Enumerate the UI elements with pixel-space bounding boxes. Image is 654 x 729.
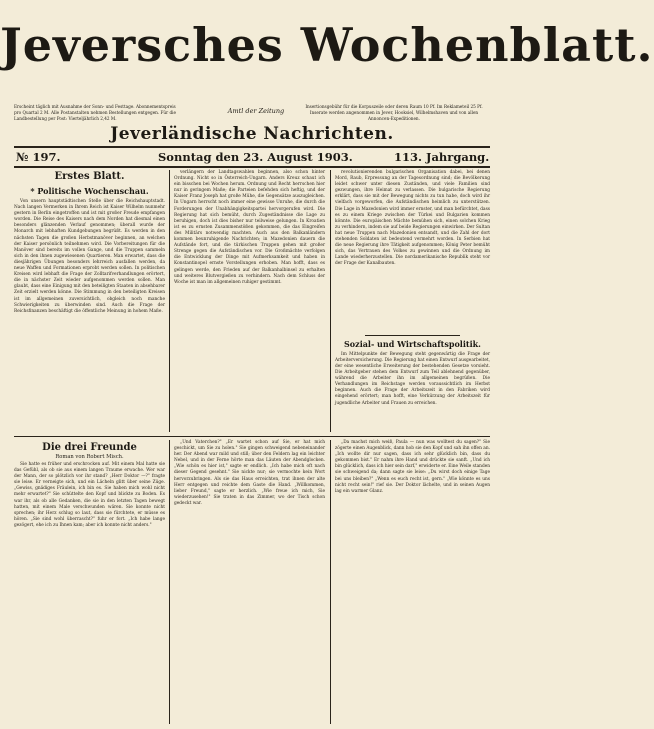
issue-number: № 197. <box>16 150 61 164</box>
sozial-text: Im Mittelpunkte der Bewegung steht gegenwärtig die Frage der Arbeiterversicherung. Die Regierung hat einen Entwurf ausgearbeitet, der eine wesentliche Erweiterung der bestehenden Gesetze vorsieht. Die Arbeitgeber stehen dem Entwurf zum Teil ablehnend gegenüber, während die Arbeiter ihn im allgemeinen begrüßen. Die Verhandlungen im Reichstage werden voraussichtlich im Herbst beginnen. Auch die Frage der Arbeitszeit in den Fabriken wird eingehend erörtert; man hofft, eine Verkürzung der Arbeitszeit für jugendliche Arbeiter und Frauen zu erreichen. <box>335 351 490 406</box>
novel-text-2: „Und Vaterchen?" „Er wartet schon auf Sie, er hat mich geschickt, um Sie zu holen." Sie gingen schweigend nebeneinander her. Der Abend war mild und still; über den Feldern lag ein leichter Nebel, und in der Ferne hörte man das Läuten der Abendglocken. „Wie schön es hier ist," sagte er endlich. „Ich habe mich oft nach dieser Gegend gesehnt." Sie nickte nur; sie vermochte kein Wort hervorzubringen. Als sie das Haus erreichten, trat ihnen der alte Herr entgegen und reichte dem Gaste die Hand. „Willkommen, lieber Freund," sagte er herzlich. „Wie freue ich mich, Sie wiederzusehen!" Sie traten in das Zimmer, wo der Tisch schon gedeckt war. <box>174 440 325 506</box>
column-divider-4 <box>330 440 331 724</box>
column-divider-2 <box>330 170 331 432</box>
issue-year: 113. Jahrgang. <box>394 150 490 164</box>
column-1-top <box>14 170 165 432</box>
feuilleton-rule <box>14 436 490 437</box>
sozial-heading: Sozial- und Wirtschaftspolitik. <box>344 338 481 349</box>
column-divider-1 <box>169 170 170 432</box>
column-3-text: revolutionierenden bulgarischen Organisation dabei, bei denen Mord, Raub, Erpressung an der Tagesordnung sind; die Bevölkerung leidet schwer unter diesen Zuständen, und viele Familien sind gezwungen, ihre Heimat zu verlassen. Die bulgarische Regierung erklärt, dass sie mit der Bewegung nichts zu tun habe, doch wird ihr vielfach vorgeworfen, die Aufständischen heimlich zu unterstützen. Die Lage in Mazedonien wird immer ernster, und man befürchtet, dass es zu einem Kriege zwischen der Türkei und Bulgarien kommen könnte. Die europäischen Mächte bemühen sich, einen solchen Krieg zu verhindern, indem sie auf beide Regierungen einwirken. Der Sultan hat neue Truppen nach Mazedonien entsandt, und die Zahl der dort stehenden Soldaten ist bedeutend vermehrt worden. In Serbien hat die neue Regierung ihre Tätigkeit aufgenommen; König Peter bemüht sich, das Vertrauen des Volkes zu gewinnen und die Ordnung im Lande wiederherzustellen. Die nordamerikanische Republik steht vor der Frage der Kanalbauten. <box>335 170 490 267</box>
column-1-bottom <box>14 440 165 724</box>
column-2-top <box>174 170 325 432</box>
erstes-blatt-heading: Erstes Blatt. <box>54 171 125 182</box>
column-3-top <box>335 170 490 432</box>
insertion-info: Insertionsgebühr für die Korpuszeile oder deren Raum 10 Pf. Im Reklameteil 25 Pf. Inserate werden angenommen in Jever, Hooksiel, Wilhelmshaven und von allen Annoncen-Expeditionen. <box>305 104 483 121</box>
drei-freunde-byline: Roman von Robert Misch. <box>55 454 124 460</box>
rule-issue <box>14 166 490 168</box>
subtitle: Jeverländische Nachrichten. <box>110 124 394 144</box>
novel-text-1: Sie hatte es früher und erschrocken auf. Mit einem Mal hatte sie das Gefühl, als ob sie aus einem langen Traume erwache. Wer war der Mann, der so plötzlich vor ihr stand? „Herr Doktor —?" fragte sie leise. Er verneigte sich, und ein Lächeln glitt über seine Züge. „Gewiss, gnädiges Fräulein, ich bin es. Sie haben mich wohl nicht mehr erwartet?" Sie schüttelte den Kopf und blickte zu Boden. Es war ihr, als ob alle Gedanken, die sie in den letzten Tagen bewegt hatten, mit einem Male verschwunden wären. Sie konnte nicht sprechen; ihr Herz schlug so laut, dass sie fürchtete, er müsse es hören. „Sie sind wohl überrascht?" fuhr er fort. „Ich habe lange gezögert, ehe ich zu Ihnen kam; aber ich konnte nicht anders." <box>14 462 165 528</box>
drei-freunde-title: Die drei Freunde <box>42 442 137 453</box>
issue-date: Sonntag den 23. August 1903. <box>158 150 353 164</box>
novel-text-3: „Da machst mich weiß, Paula — nun was wolltest du sagen?" Sie zögerte einen Augenblick, dann hob sie den Kopf und sah ihn offen an. „Ich wollte dir nur sagen, dass ich sehr glücklich bin, dass du gekommen bist." Er nahm ihre Hand und drückte sie sanft. „Und ich bin glücklich, dass ich hier sein darf," erwiderte er. Eine Weile standen sie schweigend da; dann sagte sie leise: „Du wirst doch einige Tage bei uns bleiben?" „Wenn es euch recht ist, gern." „Wie könnte es uns nicht recht sein!" rief sie. Der Doktor lächelte, und in seinen Augen lag ein warmer Glanz. <box>335 440 490 494</box>
column-2-bottom <box>174 440 325 724</box>
masthead-title: Jeversches Wochenblatt. <box>0 18 654 72</box>
amtl-label: Amtl der Zeitung <box>227 107 285 115</box>
column-3-bottom <box>335 440 490 724</box>
column-1-text: Von unsern hauptstädtischen Stelle über die Reichshauptstadt. Nach langen Vermerken in Ihrem Reich ist Kaiser Wilhelm nunmehr gestern in Berlin eingetroffen und ist mit großer Freude empfangen worden. Die Reise des Kaisers nach dem Norden hat diesmal einen besonders glänzenden Verlauf genommen; überall wurde der Monarch mit lebhaften Kundgebungen begrüßt. Es werden in den nächsten Tagen die großen Herbstmanöver beginnen, an welchen der Kaiser persönlich teilnehmen wird. Die Vorbereitungen für die Manöver sind bereits im vollen Gange, und die Truppen sammeln sich in den ihnen zugewiesenen Quartieren. Man erwartet, dass die diesjährigen Übungen besonders lehrreich ausfallen werden, da neue Waffen und Formationen erprobt werden sollen. In politischen Kreisen wird lebhaft die Frage der Zolltarifverhandlungen erörtert, die in nächster Zeit wieder aufgenommen werden sollen. Man glaubt, dass eine Einigung mit den beteiligten Staaten in absehbarer Zeit erzielt werden könne. Die Stimmung in den beteiligten Kreisen ist im allgemeinen zuversichtlich, obgleich noch manche Schwierigkeiten zu überwinden sind. Auch die Frage der Reichsfinanzen beschäftigt die öffentliche Meinung in hohem Maße. <box>14 199 165 314</box>
rule-top <box>14 146 490 148</box>
subscription-info: Erscheint täglich mit Ausnahme der Sonn- und Festtage. Abonnementspreis pro Quartal 2 M. Alle Postanstalten nehmen Bestellungen entgegen. Für die Landbestellung per Post: Vierteljährlich 2,42 M. <box>14 104 176 121</box>
section-rule <box>365 335 460 336</box>
politische-heading: * Politische Wochenschau. <box>30 186 149 196</box>
column-divider-3 <box>169 440 170 724</box>
column-2-text: verlängern der Landtagswahlen beginnen, also schon hinter Ordnung. Nicht so in Österreich-Ungarn. Anders Kreuz schaut ich ein bisschen bei Wochen herum. Ordnung und Recht herrschen hier nur in geringem Maße; die Parteien befehden sich heftig, und der Kaiser Franz Joseph hat große Mühe, die Gegensätze auszugleichen. In Ungarn herrscht noch immer eine gewisse Unruhe, die durch die Forderungen der Unabhängigkeitspartei hervorgerufen wird. Die Regierung hat sich bemüht, durch Zugeständnisse die Lage zu beruhigen, doch ist dies bisher nur teilweise gelungen. In Kroatien ist es zu ernsten Zusammenstößen gekommen, die das Eingreifen des Militärs notwendig machten. Auch aus den Balkanländern kommen beunruhigende Nachrichten; in Mazedonien dauern die Aufstände fort, und die türkischen Truppen gehen mit großer Strenge gegen die Aufständischen vor. Die Großmächte verfolgen die Entwicklung der Dinge mit Aufmerksamkeit und haben in Konstantinopel ernste Vorstellungen erhoben. Man hofft, dass es gelingen werde, den Frieden auf der Balkanhalbinsel zu erhalten und weiteres Blutvergießen zu verhindern. Nach dem Schluss der Woche ist man im allgemeinen ruhiger gestimmt. <box>174 170 325 285</box>
